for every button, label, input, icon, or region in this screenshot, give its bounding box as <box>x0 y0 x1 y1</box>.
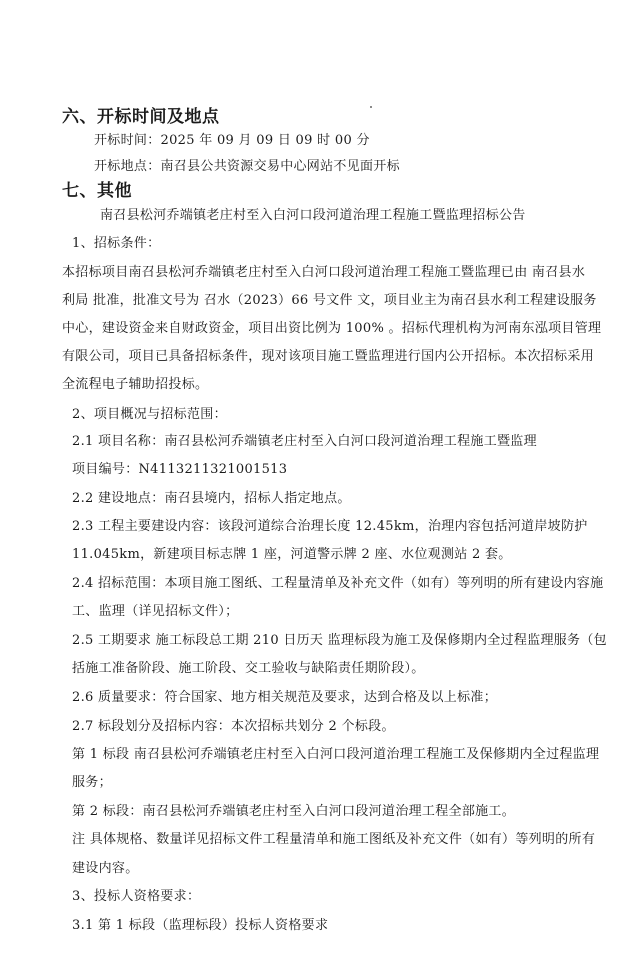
bid-opening-place: 开标地点：南召县公共资源交易中心网站不见面开标 <box>94 159 400 174</box>
clause-3-line: 3.1 第 1 标段（监理标段）投标人资格要求 <box>72 918 329 933</box>
clause-2-line: 注 具体规格、数量详见招标文件工程量清单和施工图纸及补充文件（如有）等列明的所有 <box>72 832 596 847</box>
announcement-title: 南召县松河乔端镇老庄村至入白河口段河道治理工程施工暨监理招标公告 <box>100 208 526 223</box>
clause-2-line: 2.1 项目名称：南召县松河乔端镇老庄村至入白河口段河道治理工程施工暨监理 <box>72 434 537 449</box>
clause-1-line: 本招标项目南召县松河乔端镇老庄村至入白河口段河道治理工程施工暨监理已由 南召县水 <box>62 265 586 280</box>
clause-2-line: 2.6 质量要求：符合国家、地方相关规范及要求，达到合格及以上标准； <box>72 690 498 705</box>
bid-opening-time: 开标时间：2025 年 09 月 09 日 09 时 00 分 <box>94 133 370 148</box>
clause-1-line: 有限公司，项目已具备招标条件，现对该项目施工暨监理进行国内公开招标。本次招标采用 <box>62 349 595 364</box>
clause-2-line: 2.3 工程主要建设内容：该段河道综合治理长度 12.45km，治理内容包括河道岸坡防护 <box>72 519 588 534</box>
clause-1-line: 全流程电子辅助招投标。 <box>62 377 209 392</box>
clause-1-heading: 1、招标条件： <box>72 236 161 251</box>
clause-3-heading: 3、投标人资格要求： <box>72 889 201 904</box>
clause-2-line: 第 1 标段 南召县松河乔端镇老庄村至入白河口段河道治理工程施工及保修期内全过程监理 <box>72 747 600 762</box>
clause-2-line: 服务； <box>72 775 112 790</box>
clause-2-line: 第 2 标段：南召县松河乔端镇老庄村至入白河口段河道治理工程全部施工。 <box>72 804 516 819</box>
section-6-heading: 六、开标时间及地点 <box>62 107 220 127</box>
clause-2-line: 2.5 工期要求 施工标段总工期 210 日历天 监理标段为施工及保修期内全过程监理服务（包 <box>72 633 607 648</box>
clause-2-line: 项目编号：N4113211321001513 <box>72 462 288 477</box>
clause-2-line: 括施工准备阶段、施工阶段、交工验收与缺陷责任期阶段）。 <box>72 661 425 676</box>
clause-2-line: 11.045km，新建项目标志牌 1 座，河道警示牌 2 座、水位观测站 2 套。 <box>72 547 512 562</box>
clause-2-line: 建设内容。 <box>72 861 139 876</box>
clause-2-line: 2.7 标段划分及招标内容：本次招标共划分 2 个标段。 <box>72 719 395 734</box>
scan-speck <box>370 106 372 108</box>
clause-2-heading: 2、项目概况与招标范围： <box>72 407 227 422</box>
clause-1-line: 中心，建设资金来自财政资金，项目出资比例为 100% 。招标代理机构为河南东泓项目管理 <box>62 321 602 336</box>
clause-2-line: 工、监理（详见招标文件）； <box>72 604 239 619</box>
clause-2-line: 2.2 建设地点：南召县境内，招标人指定地点。 <box>72 491 351 506</box>
section-7-heading: 七、其他 <box>62 181 132 201</box>
clause-1-line: 利局 批准，批准文号为 召水（2023）66 号文件 文，项目业主为南召县水利工程建设服务 <box>62 293 597 308</box>
clause-2-line: 2.4 招标范围：本项目施工图纸、工程量清单及补充文件（如有）等列明的所有建设内容施 <box>72 576 604 591</box>
